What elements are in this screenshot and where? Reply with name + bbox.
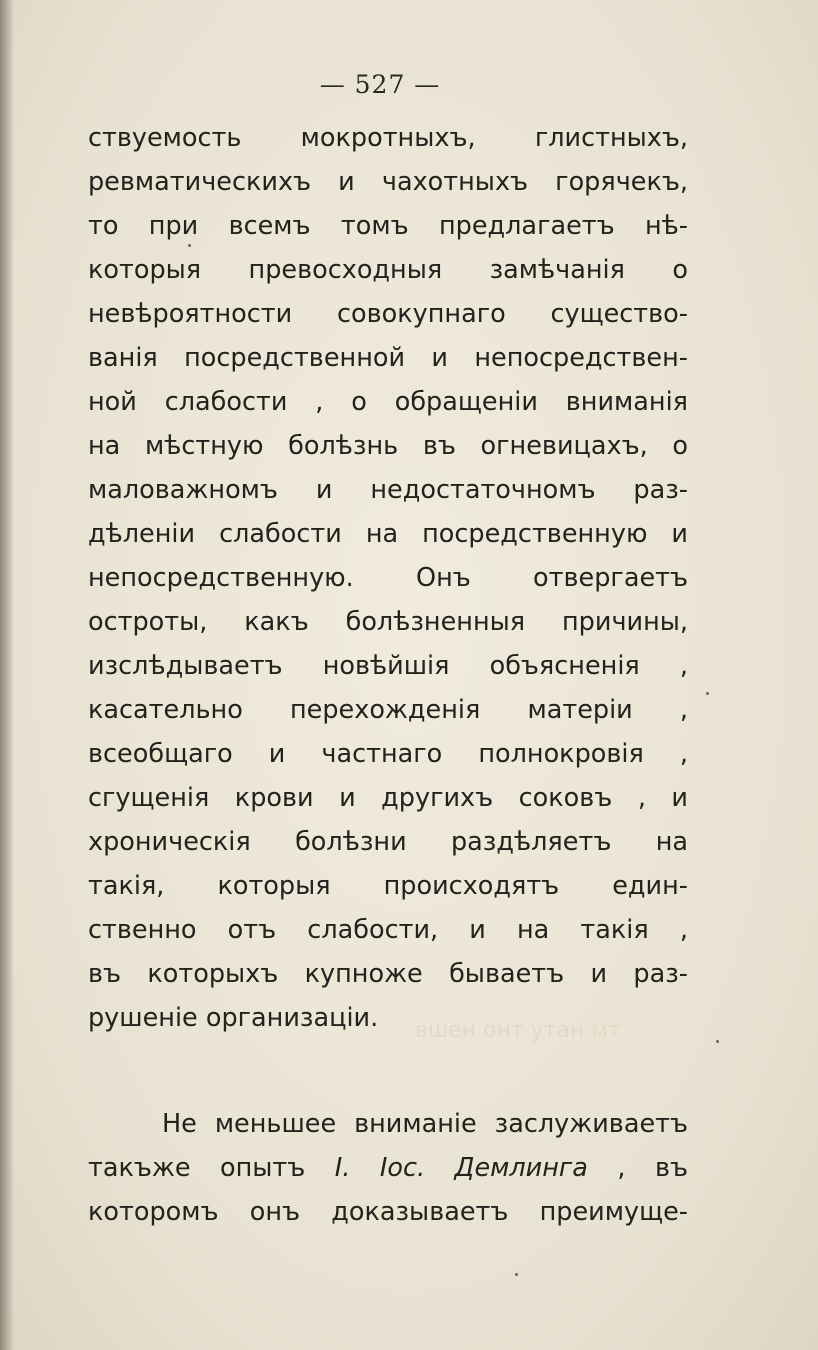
paper-speck <box>716 1040 719 1043</box>
text-line: ревматическихъ и чахотныхъ горячекъ, <box>88 167 688 197</box>
text-line: рушеніе организаціи. <box>88 1003 379 1033</box>
text-line: ванія посредственной и непосредствен- <box>88 343 688 373</box>
paper-speck <box>188 244 191 247</box>
text-line: ствуемость мокротныхъ, глистныхъ, <box>88 123 688 153</box>
page-number: — 527 — <box>319 70 441 99</box>
text-line: изслѣдываетъ новѣйшія объясненія , <box>88 651 688 681</box>
text-line: дѣленіи слабости на посредственную и <box>88 519 688 549</box>
text-line: маловажномъ и недостаточномъ раз- <box>88 475 688 505</box>
text-line: ственно отъ слабости, и на такія , <box>88 915 688 945</box>
paper-speck <box>706 692 709 695</box>
text-line: которыя превосходныя замѣчанія о <box>88 255 688 285</box>
text-line <box>88 1146 688 1190</box>
text-line: то при всемъ томъ предлагаетъ нѣ- <box>88 211 688 241</box>
text-line: въ которыхъ купноже бываетъ и раз- <box>88 959 688 989</box>
text-line: касательно перехожденія матеріи , <box>88 695 688 725</box>
page-gutter-shadow <box>0 0 14 1350</box>
paragraph-1 <box>88 116 688 1040</box>
text-segment: такъже опытъ <box>88 1153 335 1183</box>
text-line: сгущенія крови и другихъ соковъ , и <box>88 783 688 813</box>
text-line: Не меньшее вниманіе заслуживаетъ <box>162 1109 688 1139</box>
bleed-through-text: вшен онт утан мт <box>415 1018 621 1043</box>
text-line: остроты, какъ болѣзненныя причины, <box>88 607 688 637</box>
text-line: ной слабости , о обращеніи вниманія <box>88 387 688 417</box>
paragraph-2 <box>88 1102 688 1234</box>
text-line: которомъ онъ доказываетъ преимуще- <box>88 1197 688 1227</box>
text-line: на мѣстную болѣзнь въ огневицахъ, о <box>88 431 688 461</box>
text-line: невѣроятности совокупнаго существо- <box>88 299 688 329</box>
paper-speck <box>515 1273 518 1276</box>
text-line: непосредственную. Онъ отвергаетъ <box>88 563 688 593</box>
author-name: I. Іос. Демлинга <box>334 1153 588 1183</box>
text-line: такія, которыя происходятъ един- <box>88 871 688 901</box>
text-segment: , въ <box>587 1153 688 1183</box>
text-line: всеобщаго и частнаго полнокровія , <box>88 739 688 769</box>
text-line: хроническія болѣзни раздѣляетъ на <box>88 827 688 857</box>
